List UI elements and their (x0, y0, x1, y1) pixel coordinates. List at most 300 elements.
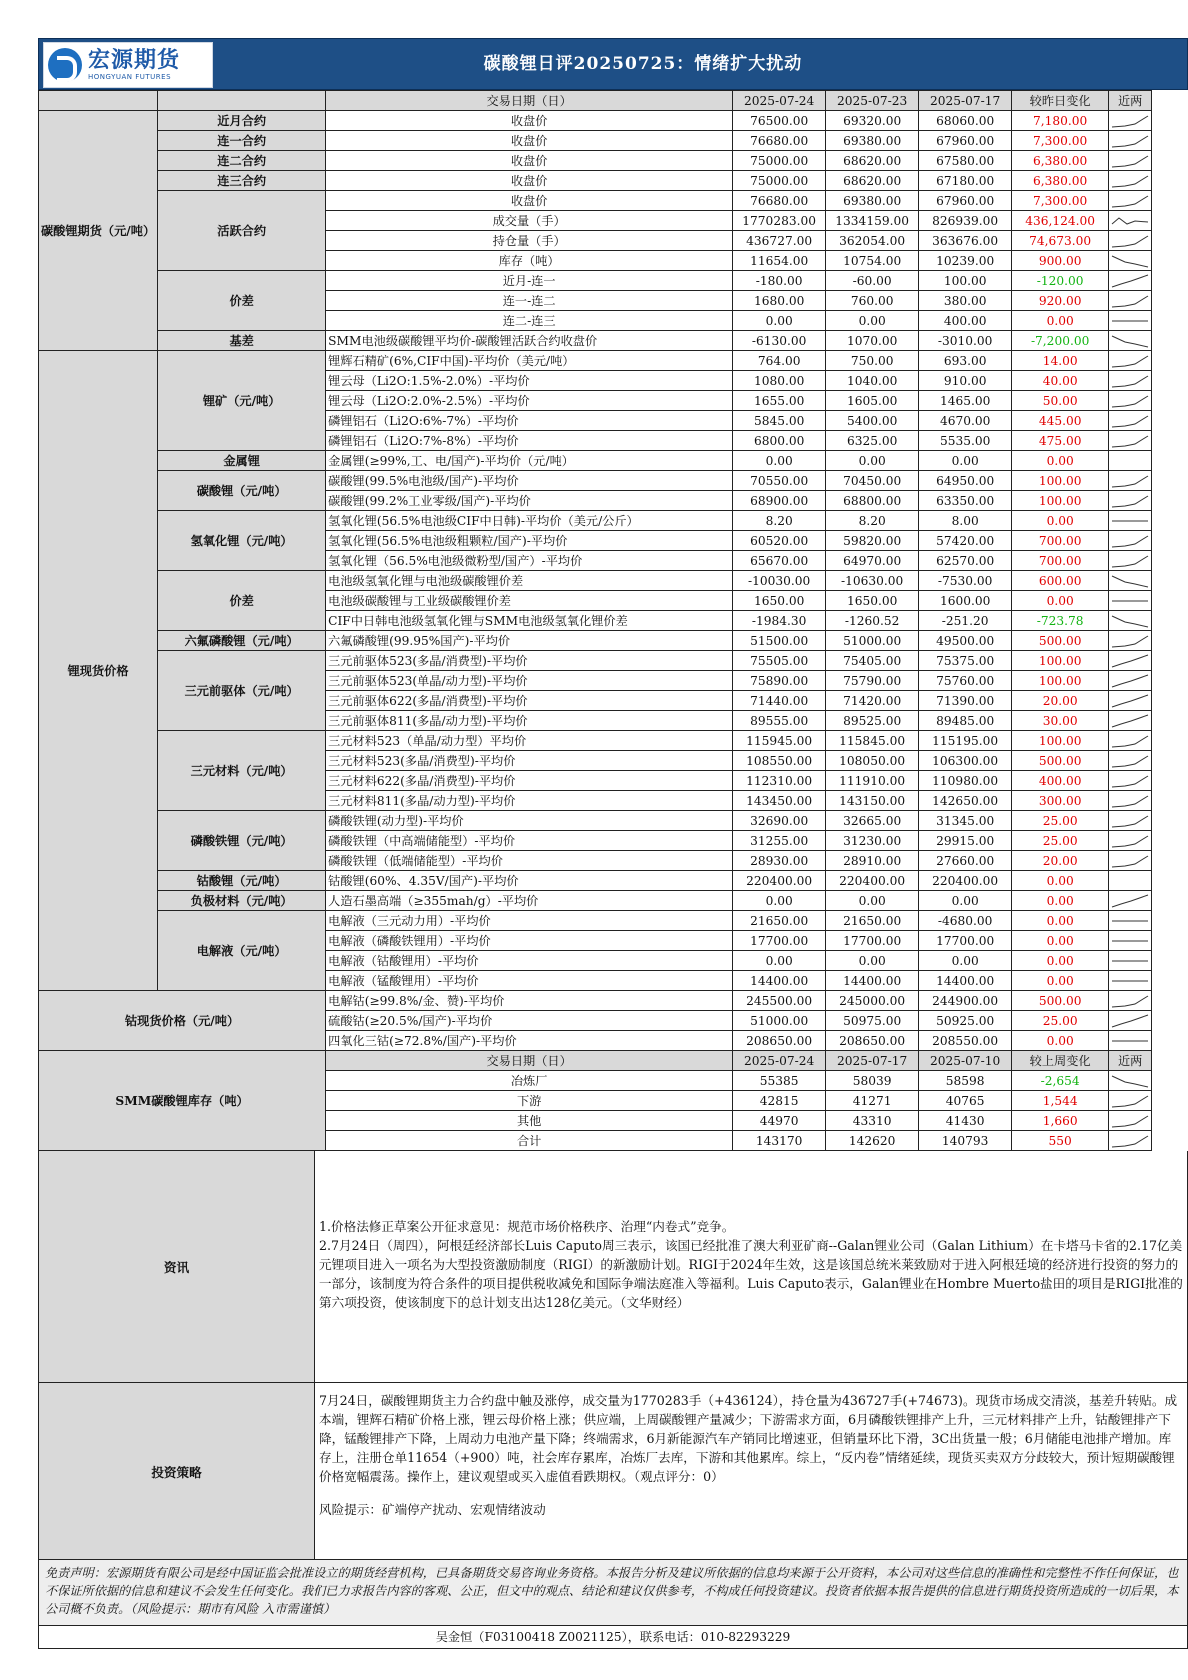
value-cell: -180.00 (733, 271, 826, 291)
row-label: 锂云母（Li2O:2.0%-2.5%）-平均价 (326, 391, 733, 411)
row-label: 电解钴(≥99.8%/金、赞)-平均价 (326, 991, 733, 1011)
subsection-label: 活跃合约 (158, 191, 326, 271)
column-header: 近两 (1109, 91, 1152, 111)
subsection-label: 近月合约 (158, 111, 326, 131)
value-cell: 29915.00 (919, 831, 1012, 851)
value-cell: 0.00 (826, 451, 919, 471)
subsection-label: 电解液（元/吨） (158, 911, 326, 991)
report-page (38, 38, 1188, 1649)
sparkline-icon (1109, 531, 1152, 551)
value-cell: 245000.00 (826, 991, 919, 1011)
value-cell: 31230.00 (826, 831, 919, 851)
section-label: 锂现货价格 (39, 351, 158, 991)
change-cell: 74,673.00 (1012, 231, 1109, 251)
column-header: 较上周变化 (1012, 1051, 1109, 1071)
row-label: 锂辉石精矿(6%,CIF中国)-平均价（美元/吨） (326, 351, 733, 371)
row-label: 电解液（磷酸铁锂用）-平均价 (326, 931, 733, 951)
row-label: 人造石墨高端（≥355mah/g）-平均价 (326, 891, 733, 911)
row-label: 电池级氢氧化锂与电池级碳酸锂价差 (326, 571, 733, 591)
sparkline-icon (1109, 691, 1152, 711)
value-cell: 106300.00 (919, 751, 1012, 771)
value-cell: 1605.00 (826, 391, 919, 411)
value-cell: 69380.00 (826, 131, 919, 151)
row-label: 成交量（手） (326, 211, 733, 231)
value-cell: 142650.00 (919, 791, 1012, 811)
change-cell: 20.00 (1012, 851, 1109, 871)
row-label: 三元前驱体523(单晶/动力型)-平均价 (326, 671, 733, 691)
value-cell: 400.00 (919, 311, 1012, 331)
section-label: 碳酸锂期货（元/吨） (39, 111, 158, 351)
change-cell: 500.00 (1012, 991, 1109, 1011)
logo-cn-text: 宏源期货 (88, 47, 181, 73)
change-cell: 0.00 (1012, 511, 1109, 531)
value-cell: 28910.00 (826, 851, 919, 871)
value-cell: -1984.30 (733, 611, 826, 631)
sparkline-icon (1109, 671, 1152, 691)
value-cell: 11654.00 (733, 251, 826, 271)
value-cell: 64950.00 (919, 471, 1012, 491)
value-cell: 70450.00 (826, 471, 919, 491)
value-cell: 6800.00 (733, 431, 826, 451)
row-label: 磷锂铝石（Li2O:6%-7%）-平均价 (326, 411, 733, 431)
change-cell: 6,380.00 (1012, 171, 1109, 191)
price-table (38, 90, 1152, 1151)
row-label: 氢氧化锂(56.5%电池级CIF中日韩)-平均价（美元/公斤） (326, 511, 733, 531)
value-cell: 108550.00 (733, 751, 826, 771)
value-cell: 76680.00 (733, 131, 826, 151)
sparkline-icon (1109, 951, 1152, 971)
news-block (38, 1151, 1188, 1383)
change-cell: 0.00 (1012, 1031, 1109, 1051)
value-cell: 14400.00 (826, 971, 919, 991)
subsection-label: 三元前驱体（元/吨） (158, 651, 326, 731)
change-cell: 100.00 (1012, 471, 1109, 491)
subsection-label: 六氟磷酸锂（元/吨） (158, 631, 326, 651)
value-cell: 71390.00 (919, 691, 1012, 711)
value-cell: 75760.00 (919, 671, 1012, 691)
value-cell: 115845.00 (826, 731, 919, 751)
row-label: 氢氧化锂(56.5%电池级粗颗粒/国产)-平均价 (326, 531, 733, 551)
sparkline-icon (1109, 991, 1152, 1011)
row-label: 合计 (326, 1131, 733, 1151)
value-cell: 142620 (826, 1131, 919, 1151)
sparkline-icon (1109, 971, 1152, 991)
value-cell: 55385 (733, 1071, 826, 1091)
value-cell: 1334159.00 (826, 211, 919, 231)
value-cell: 58039 (826, 1071, 919, 1091)
value-cell: 32690.00 (733, 811, 826, 831)
row-label: CIF中日韩电池级氢氧化锂与SMM电池级氢氧化锂价差 (326, 611, 733, 631)
sparkline-icon (1109, 871, 1152, 891)
row-label: 四氧化三钴(≥72.8%/国产)-平均价 (326, 1031, 733, 1051)
column-header: 2025-07-10 (919, 1051, 1012, 1071)
value-cell: 58598 (919, 1071, 1012, 1091)
change-cell: 7,300.00 (1012, 191, 1109, 211)
value-cell: 4670.00 (919, 411, 1012, 431)
row-label: 碳酸锂(99.2%工业零级/国产)-平均价 (326, 491, 733, 511)
change-cell: 25.00 (1012, 1011, 1109, 1031)
value-cell: 68060.00 (919, 111, 1012, 131)
value-cell: 5400.00 (826, 411, 919, 431)
value-cell: 1650.00 (826, 591, 919, 611)
change-cell: 300.00 (1012, 791, 1109, 811)
change-cell: 550 (1012, 1131, 1109, 1151)
value-cell: 1600.00 (919, 591, 1012, 611)
strategy-label: 投资策略 (39, 1383, 315, 1559)
value-cell: 89525.00 (826, 711, 919, 731)
value-cell: -4680.00 (919, 911, 1012, 931)
value-cell: 1770283.00 (733, 211, 826, 231)
company-logo (43, 42, 213, 88)
sparkline-icon (1109, 351, 1152, 371)
change-cell: 600.00 (1012, 571, 1109, 591)
value-cell: 28930.00 (733, 851, 826, 871)
change-cell: -2,654 (1012, 1071, 1109, 1091)
sparkline-icon (1109, 151, 1152, 171)
value-cell: 63350.00 (919, 491, 1012, 511)
row-label: 三元材料622(多晶/消费型)-平均价 (326, 771, 733, 791)
row-label: 磷锂铝石（Li2O:7%-8%）-平均价 (326, 431, 733, 451)
value-cell: 69320.00 (826, 111, 919, 131)
value-cell: 111910.00 (826, 771, 919, 791)
value-cell: 89485.00 (919, 711, 1012, 731)
news-item: 2.7月24日（周四），阿根廷经济部长Luis Caputo周三表示，该国已经批准了澳大利亚矿商--Galan锂业公司（Galan Lithium）在卡塔马卡省的2.17亿美元锂项目进入一项名为大型投资激励制度（RIGI）的新激励计划。RIGI于2024年生效，这是该国总统米莱致励对于进入阿根廷境的经济进行投资的努力的一部分，该制度为符合条件的项目提供税收减免和国际争端法庭准入等福利。Luis Caputo表示，Galan锂业在Hombre Muerto盐田的项目是RIGI批准的第六项投资，使该制度下的总计划支出达128亿美元。（文华财经） (319, 1238, 1183, 1310)
sparkline-icon (1109, 631, 1152, 651)
subsection-label: 连三合约 (158, 171, 326, 191)
value-cell: 10239.00 (919, 251, 1012, 271)
value-cell: 6325.00 (826, 431, 919, 451)
sparkline-icon (1109, 471, 1152, 491)
change-cell: -7,200.00 (1012, 331, 1109, 351)
value-cell: 14400.00 (919, 971, 1012, 991)
value-cell: 17700.00 (919, 931, 1012, 951)
value-cell: 143170 (733, 1131, 826, 1151)
value-cell: 115195.00 (919, 731, 1012, 751)
value-cell: -10630.00 (826, 571, 919, 591)
value-cell: 75405.00 (826, 651, 919, 671)
value-cell: 21650.00 (733, 911, 826, 931)
news-label: 资讯 (39, 1151, 315, 1382)
change-cell: 25.00 (1012, 831, 1109, 851)
change-cell: 0.00 (1012, 931, 1109, 951)
value-cell: 69380.00 (826, 191, 919, 211)
sparkline-icon (1109, 371, 1152, 391)
change-cell: 100.00 (1012, 491, 1109, 511)
row-label: 电解液（三元动力用）-平均价 (326, 911, 733, 931)
sparkline-icon (1109, 131, 1152, 151)
strategy-block (38, 1383, 1188, 1560)
value-cell: 0.00 (826, 891, 919, 911)
value-cell: 220400.00 (919, 871, 1012, 891)
subsection-label: 连二合约 (158, 151, 326, 171)
value-cell: 0.00 (826, 951, 919, 971)
sparkline-icon (1109, 771, 1152, 791)
sparkline-icon (1109, 491, 1152, 511)
row-label: 连一-连二 (326, 291, 733, 311)
row-label: 收盘价 (326, 191, 733, 211)
change-cell: 50.00 (1012, 391, 1109, 411)
value-cell: 0.00 (919, 891, 1012, 911)
change-cell: 100.00 (1012, 671, 1109, 691)
value-cell: 760.00 (826, 291, 919, 311)
row-label: 持仓量（手） (326, 231, 733, 251)
value-cell: -251.20 (919, 611, 1012, 631)
change-cell: 100.00 (1012, 731, 1109, 751)
sparkline-icon (1109, 1011, 1152, 1031)
value-cell: 8.20 (733, 511, 826, 531)
value-cell: 75505.00 (733, 651, 826, 671)
sparkline-icon (1109, 911, 1152, 931)
row-label: 连二-连三 (326, 311, 733, 331)
value-cell: 1040.00 (826, 371, 919, 391)
sparkline-icon (1109, 511, 1152, 531)
column-header: 交易日期（日） (326, 1051, 733, 1071)
row-label: 收盘价 (326, 171, 733, 191)
change-cell: 475.00 (1012, 431, 1109, 451)
value-cell: 0.00 (733, 311, 826, 331)
value-cell: 245500.00 (733, 991, 826, 1011)
sparkline-icon (1109, 231, 1152, 251)
value-cell: 27660.00 (919, 851, 1012, 871)
value-cell: 31345.00 (919, 811, 1012, 831)
row-label: 其他 (326, 1111, 733, 1131)
value-cell: 436727.00 (733, 231, 826, 251)
change-cell: 700.00 (1012, 551, 1109, 571)
change-cell: 500.00 (1012, 631, 1109, 651)
value-cell: 143450.00 (733, 791, 826, 811)
column-header: 2025-07-24 (733, 91, 826, 111)
section-label: SMM碳酸锂库存（吨） (39, 1051, 326, 1151)
value-cell: 75000.00 (733, 151, 826, 171)
subsection-label: 锂矿（元/吨） (158, 351, 326, 451)
sparkline-icon (1109, 891, 1152, 911)
value-cell: 40765 (919, 1091, 1012, 1111)
change-cell: -723.78 (1012, 611, 1109, 631)
row-label: 碳酸锂(99.5%电池级/国产)-平均价 (326, 471, 733, 491)
value-cell: 1070.00 (826, 331, 919, 351)
row-label: 三元材料811(多晶/动力型)-平均价 (326, 791, 733, 811)
value-cell: 67960.00 (919, 131, 1012, 151)
sparkline-icon (1109, 571, 1152, 591)
value-cell: 50975.00 (826, 1011, 919, 1031)
sparkline-icon (1109, 831, 1152, 851)
change-cell: 1,544 (1012, 1091, 1109, 1111)
value-cell: 140793 (919, 1131, 1012, 1151)
row-label: 收盘价 (326, 111, 733, 131)
value-cell: 8.00 (919, 511, 1012, 531)
value-cell: 8.20 (826, 511, 919, 531)
change-cell: 7,180.00 (1012, 111, 1109, 131)
change-cell: 0.00 (1012, 871, 1109, 891)
subsection-label: 连一合约 (158, 131, 326, 151)
change-cell: 900.00 (1012, 251, 1109, 271)
change-cell: 0.00 (1012, 591, 1109, 611)
value-cell: 31255.00 (733, 831, 826, 851)
change-cell: 0.00 (1012, 451, 1109, 471)
value-cell: 51000.00 (733, 1011, 826, 1031)
value-cell: 75790.00 (826, 671, 919, 691)
sparkline-icon (1109, 611, 1152, 631)
sparkline-icon (1109, 411, 1152, 431)
row-label: 六氟磷酸锂(99.95%国产)-平均价 (326, 631, 733, 651)
value-cell: 68620.00 (826, 171, 919, 191)
news-item: 1.价格法修正草案公开征求意见：规范市场价格秩序、治理“内卷式”竞争。 (319, 1219, 735, 1234)
change-cell: 400.00 (1012, 771, 1109, 791)
value-cell: 17700.00 (826, 931, 919, 951)
change-cell: 0.00 (1012, 891, 1109, 911)
change-cell: 40.00 (1012, 371, 1109, 391)
value-cell: 1680.00 (733, 291, 826, 311)
value-cell: 62570.00 (919, 551, 1012, 571)
sparkline-icon (1109, 331, 1152, 351)
value-cell: 71420.00 (826, 691, 919, 711)
change-cell: 0.00 (1012, 911, 1109, 931)
analyst-contact: 吴金恒（F03100418 Z0021125），联系电话：010-82293229 (38, 1626, 1188, 1649)
value-cell: 244900.00 (919, 991, 1012, 1011)
sparkline-icon (1109, 111, 1152, 131)
change-cell: 30.00 (1012, 711, 1109, 731)
sparkline-icon (1109, 731, 1152, 751)
value-cell: -60.00 (826, 271, 919, 291)
value-cell: 143150.00 (826, 791, 919, 811)
sparkline-icon (1109, 1131, 1152, 1151)
row-label: 三元材料523(多晶/消费型)-平均价 (326, 751, 733, 771)
row-label: 电解液（锰酸锂用）-平均价 (326, 971, 733, 991)
value-cell: 67580.00 (919, 151, 1012, 171)
value-cell: 68800.00 (826, 491, 919, 511)
value-cell: 208650.00 (733, 1031, 826, 1051)
value-cell: 65670.00 (733, 551, 826, 571)
value-cell: 50925.00 (919, 1011, 1012, 1031)
value-cell: 68900.00 (733, 491, 826, 511)
value-cell: 44970 (733, 1111, 826, 1131)
value-cell: 750.00 (826, 351, 919, 371)
value-cell: -7530.00 (919, 571, 1012, 591)
sparkline-icon (1109, 291, 1152, 311)
row-label: 磷酸铁锂(动力型)-平均价 (326, 811, 733, 831)
report-header (38, 38, 1188, 90)
change-cell: 6,380.00 (1012, 151, 1109, 171)
sparkline-icon (1109, 591, 1152, 611)
sparkline-icon (1109, 451, 1152, 471)
change-cell: 100.00 (1012, 651, 1109, 671)
risk-note: 风险提示：矿端停产扰动、宏观情绪波动 (319, 1502, 546, 1517)
change-cell: 0.00 (1012, 311, 1109, 331)
sparkline-icon (1109, 551, 1152, 571)
column-header: 2025-07-24 (733, 1051, 826, 1071)
sparkline-icon (1109, 311, 1152, 331)
logo-en-text: HONGYUAN FUTURES (88, 72, 172, 81)
disclaimer-text: 免责声明：宏源期货有限公司是经中国证监会批准设立的期货经营机构，已具备期货交易咨询业务资格。本报告分析及建议所依据的信息均来源于公开资料，本公司对这些信息的准确性和完整性不作任何保证，也不保证所依据的信息和建议不会发生任何变化。我们已力求报告内容的客观、公正，但文中的观点、结论和建议仅供参考，不构成任何投资建议。投资者依据本报告提供的信息进行期货投资所造成的一切后果，本公司概不负责。（风险提示：期市有风险 入市需谨慎） (45, 1566, 1179, 1616)
change-cell: 500.00 (1012, 751, 1109, 771)
value-cell: 32665.00 (826, 811, 919, 831)
value-cell: 68620.00 (826, 151, 919, 171)
value-cell: 75000.00 (733, 171, 826, 191)
strategy-text: 7月24日，碳酸锂期货主力合约盘中触及涨停，成交量为1770283手（+436124），持仓量为436727手(+74673)。现货市场成交清淡，基差升转贴。成本端，锂辉石精矿价格上涨，锂云母价格上涨；供应端，上周碳酸锂产量减少；下游需求方面，6月磷酸铁锂排产上升，三元材料排产上升，钴酸锂排产下降，锰酸锂排产下降，上周动力电池产量下降；终端需求，6月新能源汽车产销同比增速亚，但销量环比下滑，3C出货量一般；6月储能电池排产增加。库存上，注册仓单11654（+900）吨，社会库存累库，冶炼厂去库，下游和其他累库。综上，“反内卷”情绪延续，现货买卖双方分歧较大，预计短期碳酸锂价格宽幅震荡。操作上，建议观望或买入虚值看跌期权。（观点评分：0） (319, 1393, 1178, 1484)
sparkline-icon (1109, 811, 1152, 831)
row-label: 三元前驱体811(多晶/动力型)-平均价 (326, 711, 733, 731)
value-cell: 5535.00 (919, 431, 1012, 451)
value-cell: 0.00 (733, 951, 826, 971)
value-cell: 1080.00 (733, 371, 826, 391)
sparkline-icon (1109, 251, 1152, 271)
row-label: 锂云母（Li2O:1.5%-2.0%）-平均价 (326, 371, 733, 391)
subsection-label: 金属锂 (158, 451, 326, 471)
change-cell: 25.00 (1012, 811, 1109, 831)
value-cell: 14400.00 (733, 971, 826, 991)
subsection-label: 负极材料（元/吨） (158, 891, 326, 911)
sparkline-icon (1109, 851, 1152, 871)
sparkline-icon (1109, 1071, 1152, 1091)
change-cell: 1,660 (1012, 1111, 1109, 1131)
value-cell: 57420.00 (919, 531, 1012, 551)
value-cell: 76500.00 (733, 111, 826, 131)
change-cell: 436,124.00 (1012, 211, 1109, 231)
value-cell: 220400.00 (733, 871, 826, 891)
column-header: 2025-07-17 (826, 1051, 919, 1071)
value-cell: 51500.00 (733, 631, 826, 651)
value-cell: 0.00 (733, 891, 826, 911)
change-cell: 0.00 (1012, 971, 1109, 991)
column-header: 2025-07-17 (919, 91, 1012, 111)
value-cell: 64970.00 (826, 551, 919, 571)
sparkline-icon (1109, 211, 1152, 231)
subsection-label: 氢氧化锂（元/吨） (158, 511, 326, 571)
column-header: 2025-07-23 (826, 91, 919, 111)
value-cell: 89555.00 (733, 711, 826, 731)
change-cell: 445.00 (1012, 411, 1109, 431)
value-cell: 5845.00 (733, 411, 826, 431)
value-cell: 112310.00 (733, 771, 826, 791)
row-label: 三元前驱体622(多晶/消费型)-平均价 (326, 691, 733, 711)
value-cell: 41271 (826, 1091, 919, 1111)
sparkline-icon (1109, 1031, 1152, 1051)
row-label: 三元材料523（单晶/动力型）平均价 (326, 731, 733, 751)
value-cell: 51000.00 (826, 631, 919, 651)
value-cell: 10754.00 (826, 251, 919, 271)
value-cell: 17700.00 (733, 931, 826, 951)
report-title: 碳酸锂日评20250725：情绪扩大扰动 (483, 54, 803, 74)
value-cell: 42815 (733, 1091, 826, 1111)
subsection-label: 价差 (158, 271, 326, 331)
column-header: 近两 (1109, 1051, 1152, 1071)
value-cell: 67960.00 (919, 191, 1012, 211)
sparkline-icon (1109, 711, 1152, 731)
change-cell: -120.00 (1012, 271, 1109, 291)
value-cell: -6130.00 (733, 331, 826, 351)
value-cell: 67180.00 (919, 171, 1012, 191)
column-header: 较昨日变化 (1012, 91, 1109, 111)
sparkline-icon (1109, 191, 1152, 211)
row-label: 三元前驱体523(多晶/消费型)-平均价 (326, 651, 733, 671)
row-label: 下游 (326, 1091, 733, 1111)
sparkline-icon (1109, 751, 1152, 771)
value-cell: 60520.00 (733, 531, 826, 551)
subsection-label: 钴酸锂（元/吨） (158, 871, 326, 891)
sparkline-icon (1109, 431, 1152, 451)
value-cell: 21650.00 (826, 911, 919, 931)
row-label: SMM电池级碳酸锂平均价-碳酸锂活跃合约收盘价 (326, 331, 733, 351)
value-cell: 764.00 (733, 351, 826, 371)
value-cell: 208550.00 (919, 1031, 1012, 1051)
sparkline-icon (1109, 791, 1152, 811)
row-label: 库存（吨） (326, 251, 733, 271)
subsection-label: 磷酸铁锂（元/吨） (158, 811, 326, 871)
value-cell: 1655.00 (733, 391, 826, 411)
value-cell: 100.00 (919, 271, 1012, 291)
change-cell: 20.00 (1012, 691, 1109, 711)
sparkline-icon (1109, 1111, 1152, 1131)
